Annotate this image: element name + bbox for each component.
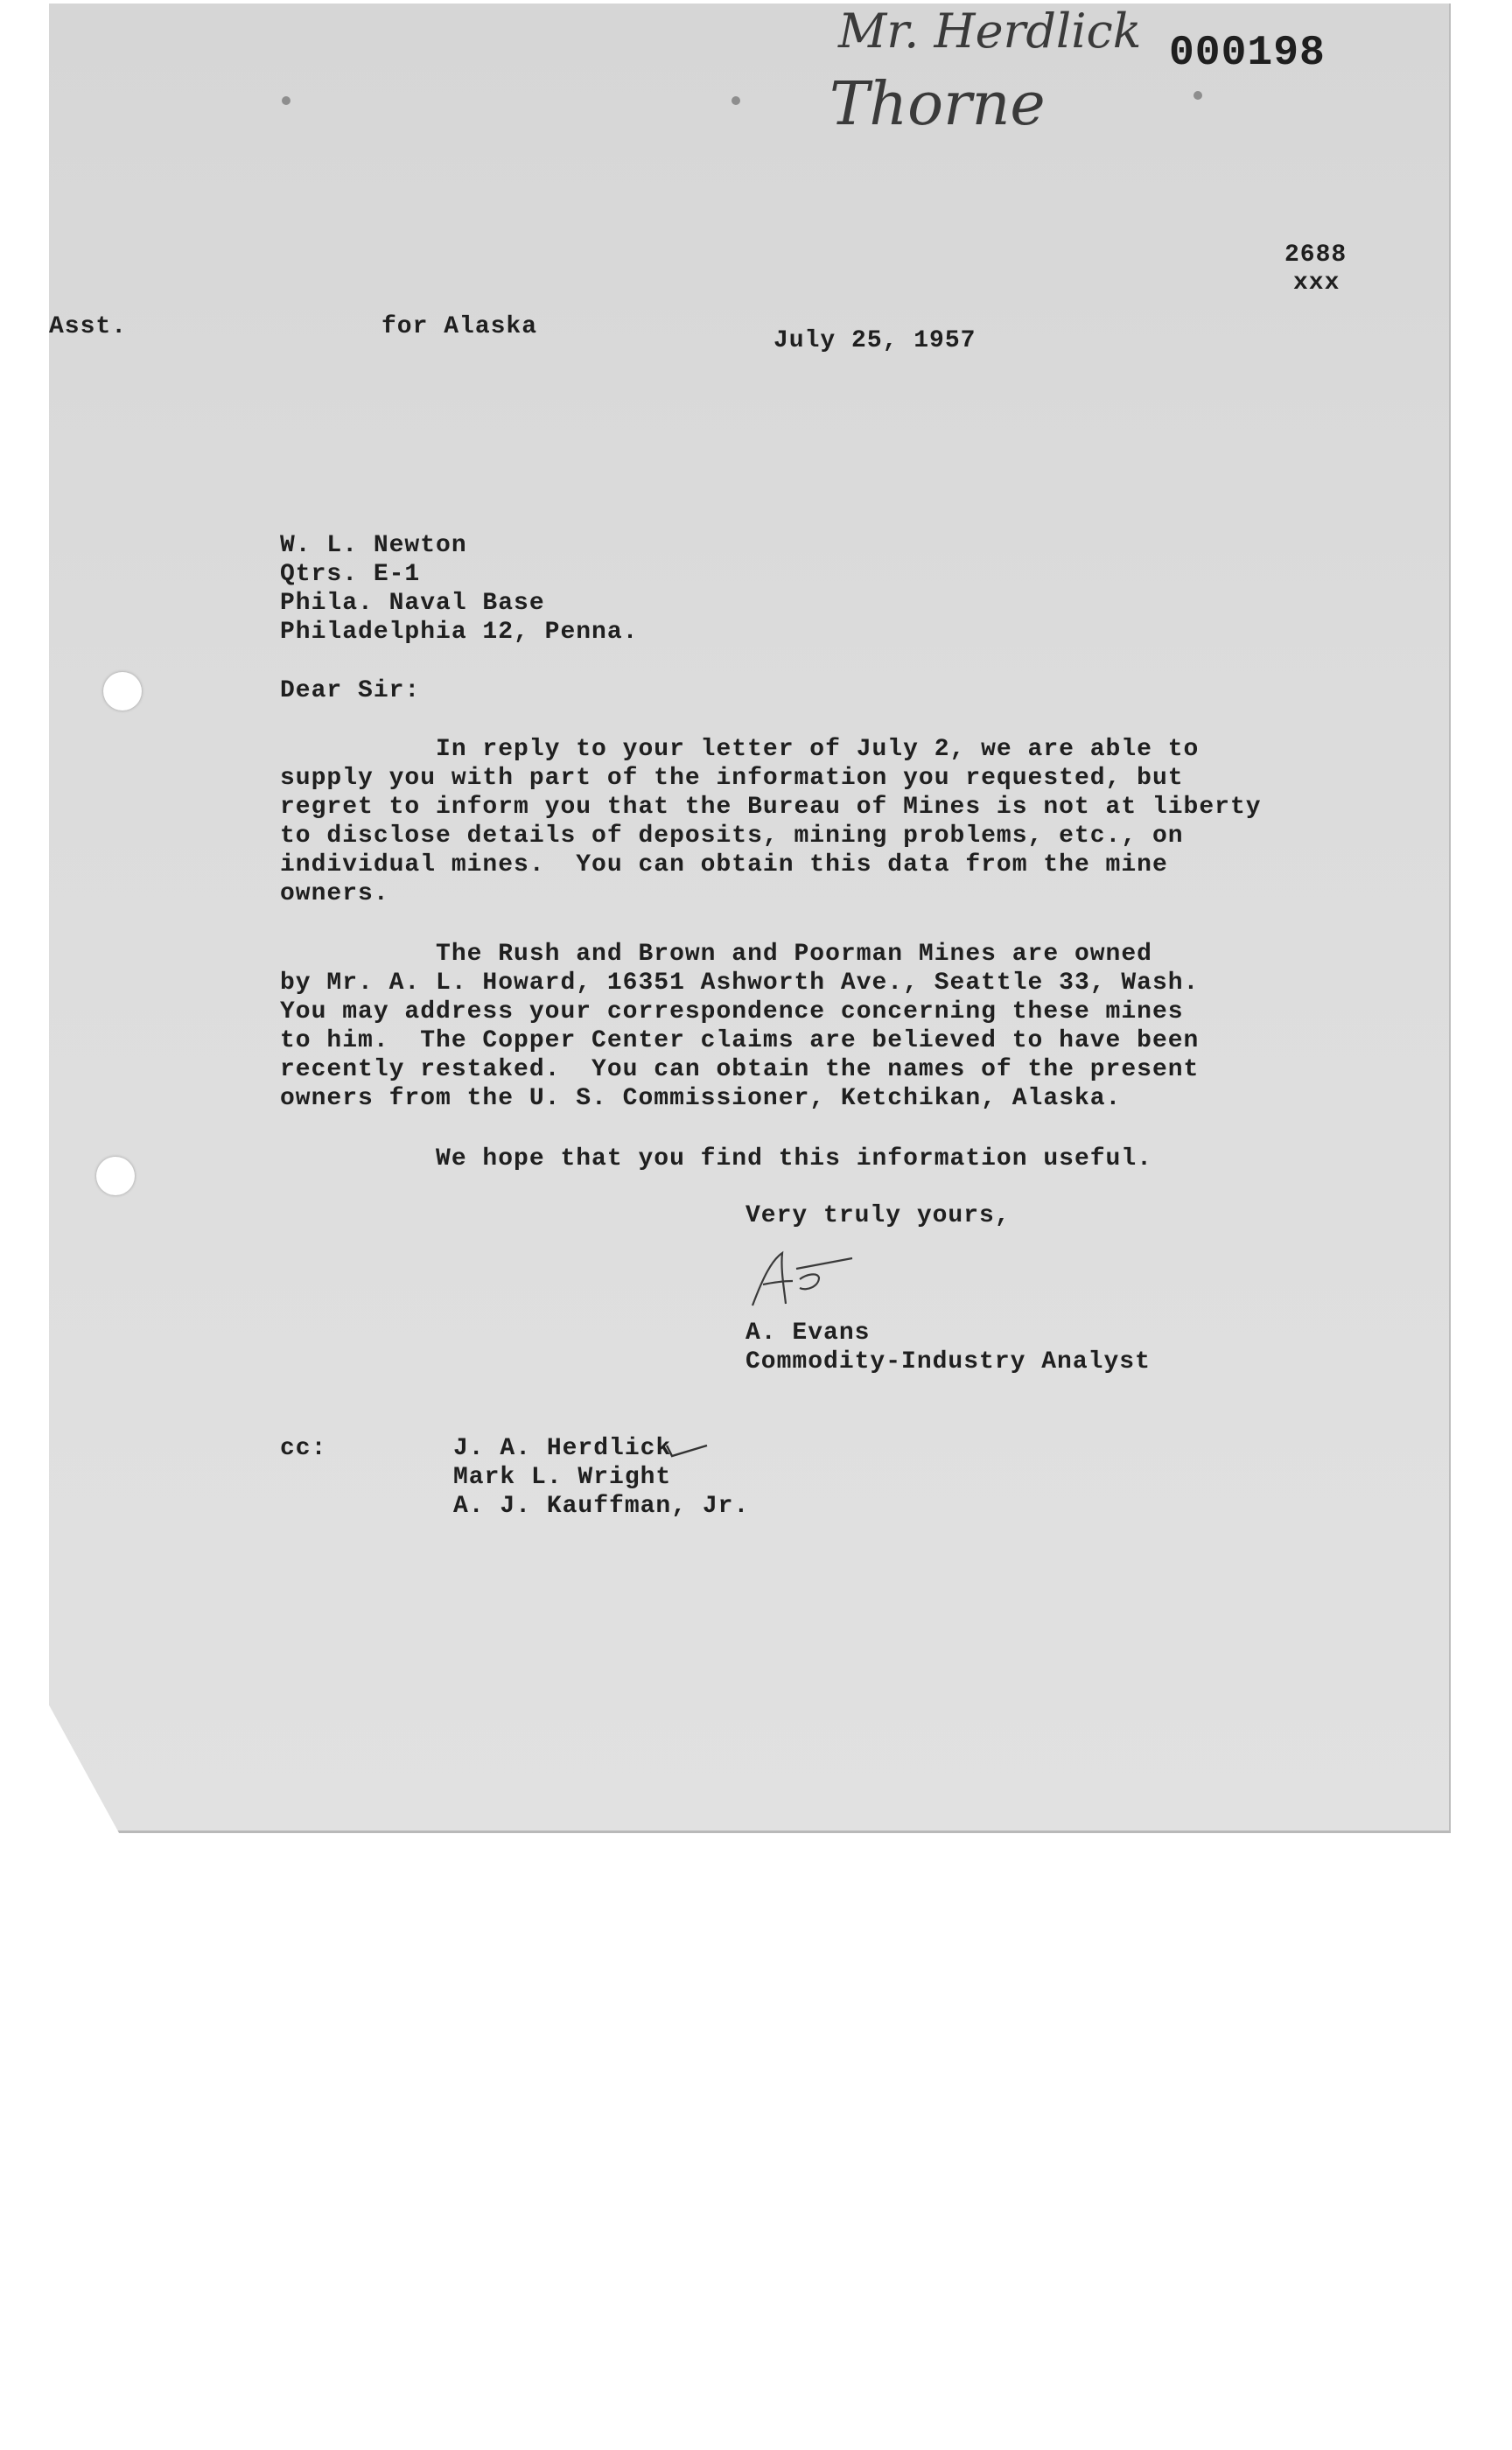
handwritten-note: Thorne	[830, 70, 1046, 139]
letter-sheet	[49, 4, 1451, 1833]
document-number: 000198	[1169, 30, 1326, 77]
cc-label: cc:	[280, 1435, 327, 1462]
closing: Very truly yours,	[746, 1202, 1011, 1229]
staple-mark	[732, 96, 740, 105]
cc-item: Mark L. Wright	[453, 1464, 672, 1491]
recipient-line: Qtrs. E-1	[280, 561, 421, 588]
salutation: Dear Sir:	[280, 677, 421, 704]
staple-mark	[282, 96, 290, 105]
punch-hole	[96, 1157, 135, 1195]
recipient-line: Phila. Naval Base	[280, 590, 545, 617]
recipient-line: Philadelphia 12, Penna.	[280, 619, 639, 646]
from-right: for Alaska	[382, 313, 538, 340]
check-mark	[663, 1438, 712, 1461]
staple-mark	[1194, 91, 1202, 100]
body-paragraph: The Rush and Brown and Poorman Mines are owned by Mr. A. L. Howard, 16351 Ashworth Ave., Seattle 33, Wash. You may address your correspondence concerning these mines to him. The Copper Center claims are believed to have been recently restaked. You can obtain the names of the present owners from the U. S. Commissioner, Ketchikan, Alaska.	[280, 941, 1200, 1112]
file-code: 2688	[1284, 242, 1348, 269]
cc-item: A. J. Kauffman, Jr.	[453, 1493, 750, 1520]
from-left: Asst.	[49, 313, 128, 340]
signature	[746, 1242, 868, 1312]
recipient-name: W. L. Newton	[280, 532, 467, 559]
body-paragraph: We hope that you find this information useful.	[280, 1145, 1152, 1172]
signer-name: A. Evans	[746, 1320, 871, 1347]
signer-title: Commodity-Industry Analyst	[746, 1348, 1151, 1376]
letter-date: July 25, 1957	[774, 327, 976, 354]
handwritten-note: Mr. Herdlick	[838, 4, 1142, 59]
cc-item: J. A. Herdlick	[453, 1435, 672, 1462]
punch-hole	[103, 672, 142, 710]
body-paragraph: In reply to your letter of July 2, we are able to supply you with part of the information you requested, but regret to inform you that the Bureau of Mines is not at liberty to disclose details of deposits, mining problems, etc., on individual mines. You can obtain this data from the mine owners.	[280, 736, 1262, 907]
file-code-sub: xxx	[1293, 270, 1340, 297]
